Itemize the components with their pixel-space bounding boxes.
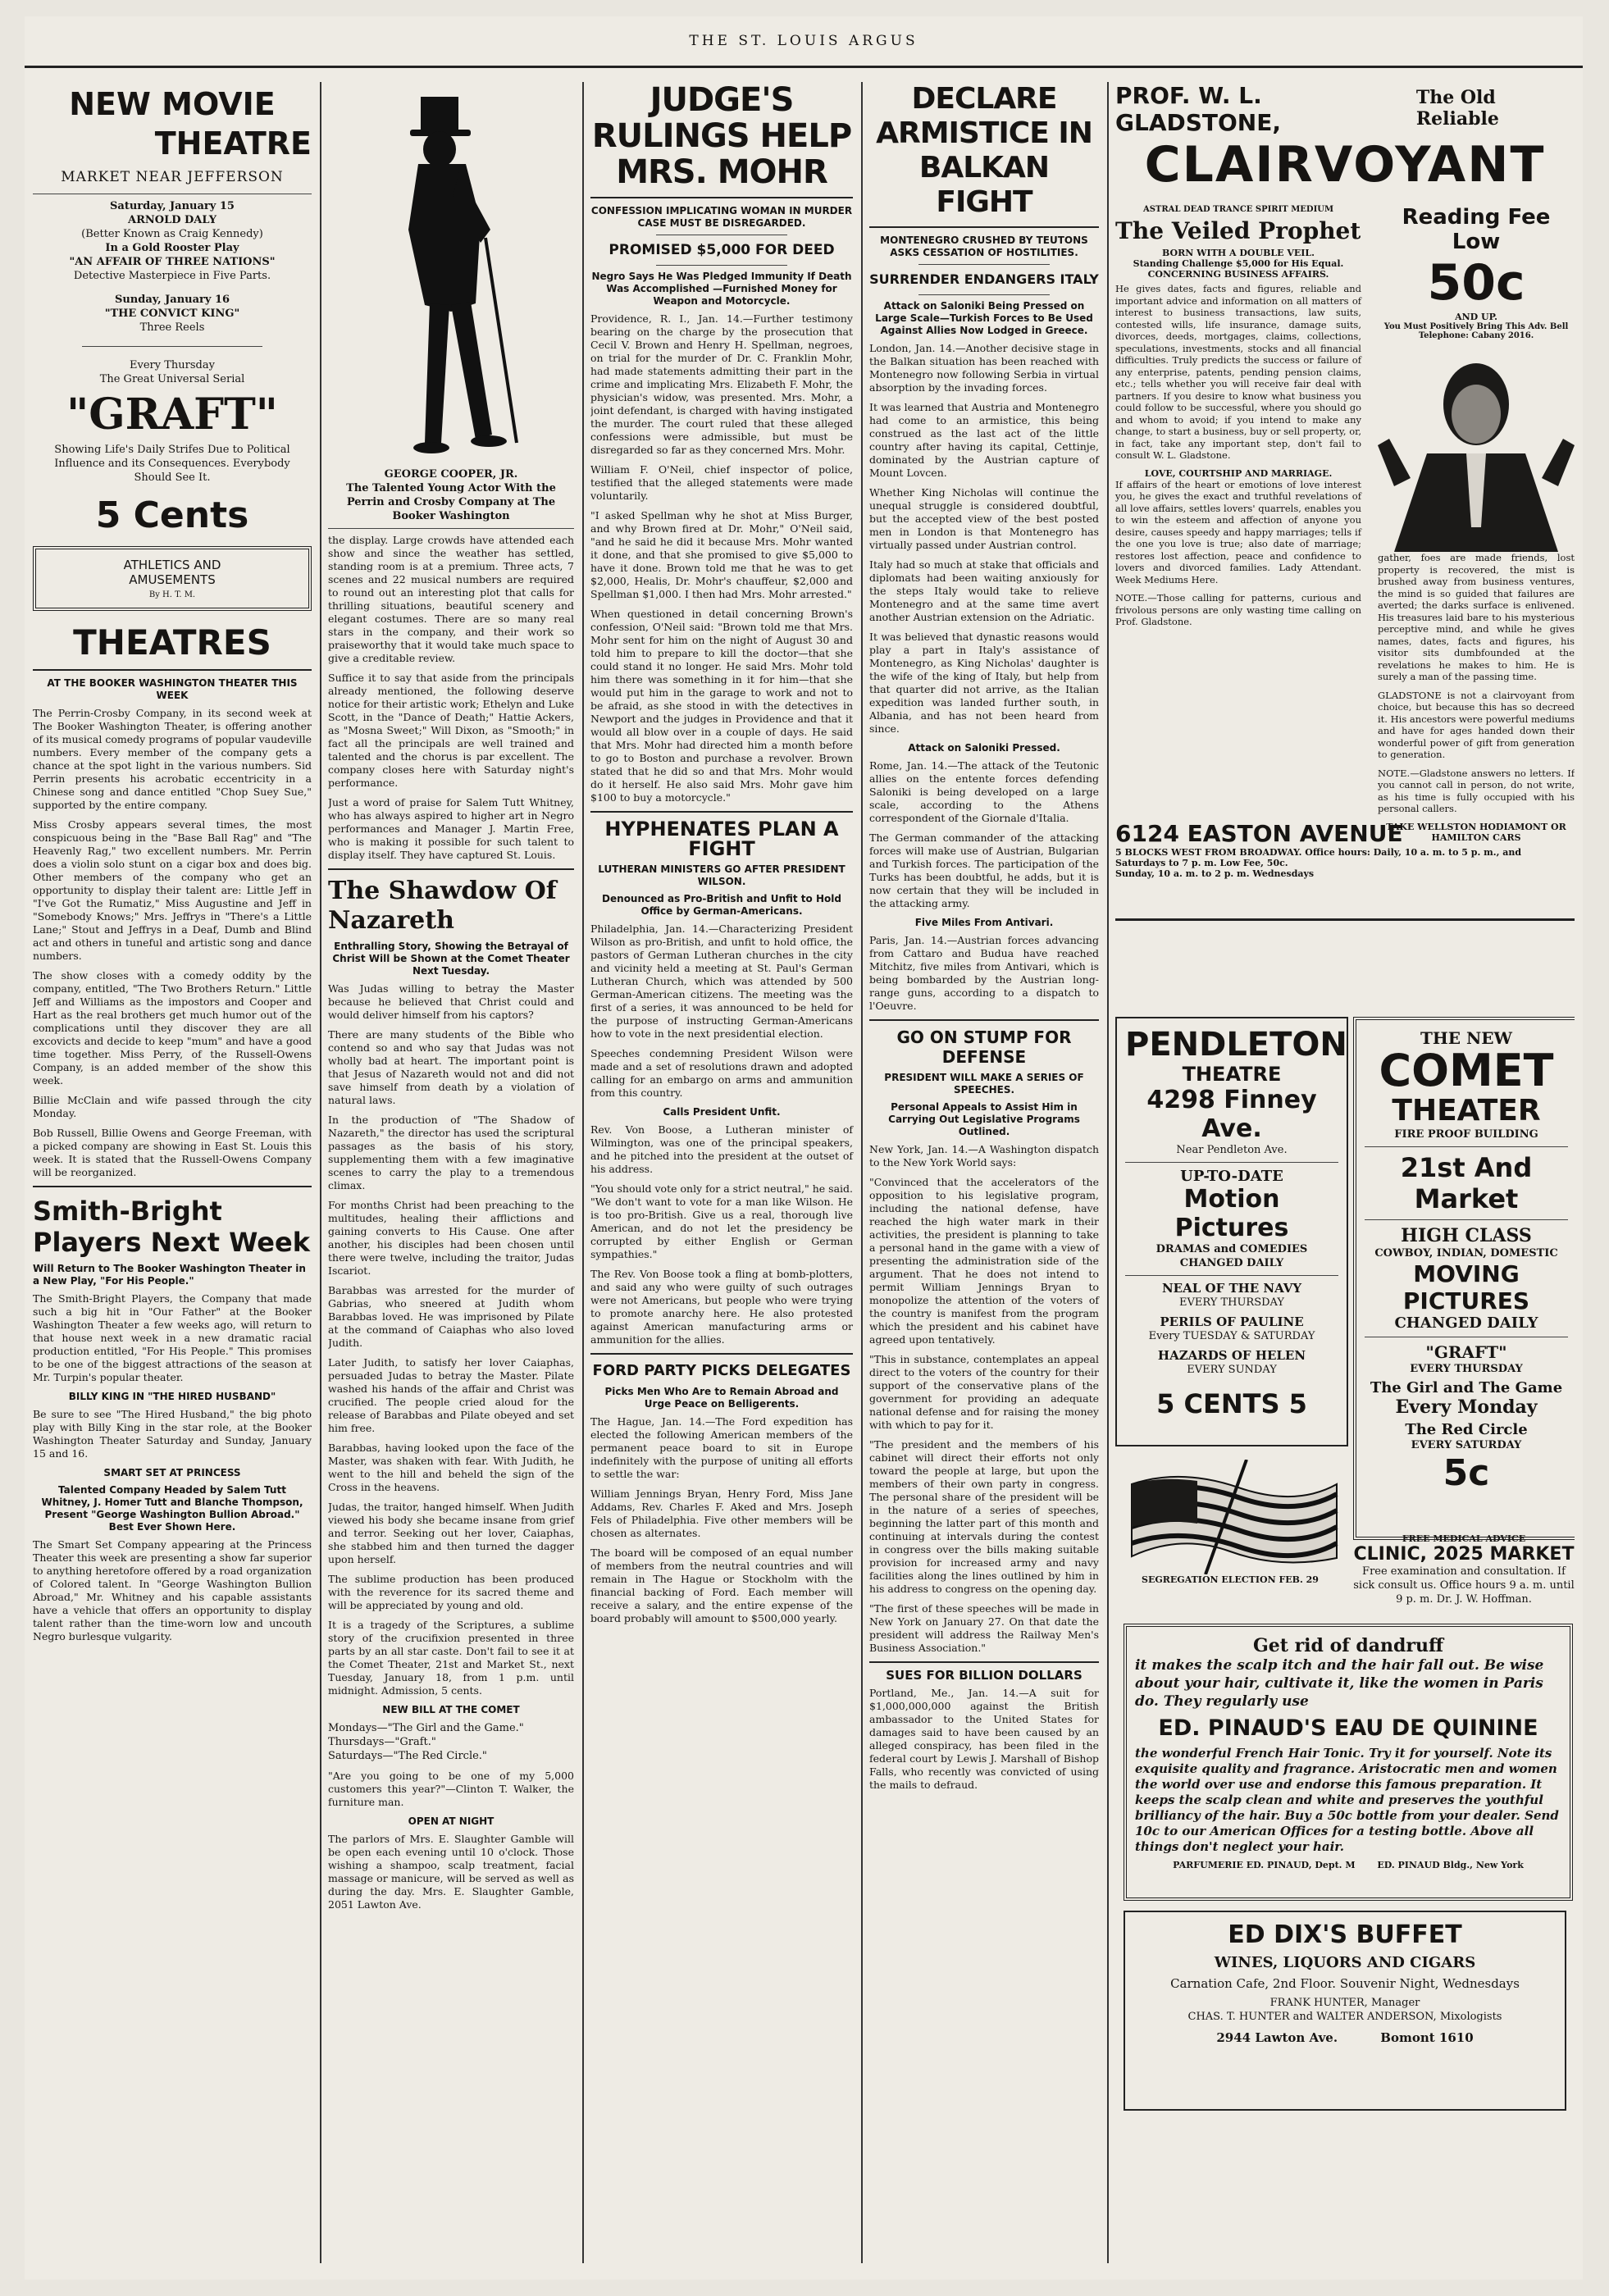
smith-bright-deck: Will Return to The Booker Washington Theater in a New Play, "For His People."	[33, 1263, 306, 1287]
veiled-prophet-title: The Veiled Prophet	[1115, 217, 1361, 244]
pendleton-title: PENDLETON	[1125, 1026, 1347, 1064]
pendleton-dramas: DRAMAS and COMEDIES CHANGED DAILY	[1155, 1243, 1308, 1269]
gladstone-portrait-illustration	[1378, 347, 1575, 552]
article-paragraph: Speeches condemning President Wilson were made and a set of resolutions drawn and adopted calling for an embargo on arms and ammunition from this country.	[590, 1047, 853, 1099]
article-paragraph: William Jennings Bryan, Henry Ford, Miss Jane Addams, Rev. Charles F. Aked and Mrs. Joseph Fels of Philadelphia. Five other members will be chosen as alternates.	[590, 1487, 853, 1539]
comet-graft-day: EVERY THURSDAY	[1410, 1363, 1523, 1375]
ed-dix-cafe: Carnation Cafe, 2nd Floor. Souvenir Night, Wednesdays	[1170, 1976, 1520, 1991]
mohr-deck-1: CONFESSION IMPLICATING WOMAN IN MURDER CASE MUST BE DISREGARDED.	[590, 205, 853, 229]
open-at-night-heading: OPEN AT NIGHT	[408, 1815, 495, 1827]
sunday-date: Sunday, January 16	[114, 294, 230, 306]
gladstone-sunday: Sunday, 10 a. m. to 2 p. m. Wednesdays	[1115, 868, 1315, 879]
shadow-of-nazareth-deck: Enthralling Story, Showing the Betrayal of Christ Will be Shown at the Comet Theater Next Tuesday.	[332, 941, 570, 977]
ford-party-deck: Picks Men Who Are to Remain Abroad and Urge Peace on Belligerents.	[604, 1386, 839, 1410]
photo-caption-text: The Talented Young Actor With the Perrin and Crosby Company at The Booker Washington	[346, 482, 556, 522]
article-paragraph: Billie McClain and wife passed through the city Monday.	[33, 1094, 312, 1119]
athletics-line-1: ATHLETICS AND	[123, 558, 221, 572]
article-paragraph: Bob Russell, Billie Owens and George Freeman, with a picked company are showing in East St. Louis this week. It is stated that the Russell-Owens Company will be reorganized.	[33, 1127, 312, 1178]
hyphenates-subhead: Calls President Unfit.	[663, 1106, 781, 1118]
article-paragraph: The Hague, Jan. 14.—The Ford expedition has elected the following American members of the permanent peace board to sit in Europe indefinitely with the purpose of uniting all efforts to settle the war:	[590, 1415, 853, 1480]
article-paragraph: Was Judas willing to betray the Master because he believed that Christ could and would deliver himself from his captors?	[328, 982, 574, 1021]
article-paragraph: "Convinced that the accelerators of the opposition to his legislative program, including the national defense, have reached the high water mark in their activities, the president is planning to take a personal hand in the game with a view of presenting the administration side of the argument. That he does not intend to permit William Jennings Bryan to monopolize the attention of the voters of the country is manifest from the program which the president and his cabinet have agreed upon tentatively.	[869, 1176, 1099, 1346]
balkan-headline: DECLARE ARMISTICE IN BALKAN FIGHT	[876, 82, 1092, 219]
gladstone-name: PROF. W. L. GLADSTONE,	[1115, 82, 1282, 136]
gladstone-paragraph: If affairs of the heart or emotions of love interest you, he gives the exact and truthful revelations of all love affairs, settles lovers' quarrels, enables you to win the esteem and affection of anyone you desire, causes speedy and happy marriages; tells if the one you love is true; also date of marriage; restores lost affection, peace and confidence to lovers and divorced families. Lady Attendant. Week Mediums Here.	[1115, 478, 1361, 585]
pendleton-neal-day: EVERY THURSDAY	[1179, 1296, 1284, 1309]
pendleton-neal: NEAL OF THE NAVY	[1161, 1281, 1302, 1296]
article-paragraph: "You should vote only for a strict neutral," he said. "We don't want to vote for a man like Wilson. He is too pro-British. Give us a real, thorough live American, and do not let the presidency be corrupted by either English or German sympathies."	[590, 1182, 853, 1260]
column-1	[33, 82, 321, 2263]
comet-new-label: THE NEW	[1420, 1028, 1512, 1048]
ford-party-headline: FORD PARTY PICKS DELEGATES	[592, 1362, 851, 1379]
ed-dix-ad	[1124, 1911, 1566, 2111]
medium-label: ASTRAL DEAD TRANCE SPIRIT MEDIUM	[1142, 205, 1334, 214]
hyphenates-deck-2: Denounced as Pro-British and Unfit to Hold Office by German-Americans.	[602, 893, 841, 917]
balkan-deck-3: Attack on Saloniki Being Pressed on Large Scale—Turkish Forces to Be Used Against Allies Now Lodged in Greece.	[875, 300, 1093, 336]
graft-title: "GRAFT"	[66, 390, 278, 440]
article-paragraph: the display. Large crowds have attended each show and since the weather has settled, standing room is at a premium. Three acts, 7 scenes and 22 musical numbers are required to round out an interesting plot that calls for thrilling situations, beautiful scenery and elegant costumes. There are so many real stars in the company, and their work so praiseworthy that it would take much space to give a creditable review.	[328, 534, 574, 664]
ed-dix-subtitle: WINES, LIQUORS AND CIGARS	[1214, 1954, 1476, 1971]
comet-price: 5c	[1443, 1452, 1490, 1494]
newspaper-page	[25, 16, 1583, 2280]
movie-location: MARKET NEAR JEFFERSON	[61, 169, 284, 185]
article-paragraph: It was believed that dynastic reasons would play a part in Italy's assistance of Montenegro, as King Nicholas' daughter is the wife of the king of Italy, but help from that quarter did not arrive, as the Italian expedition was landed further south, in Albania, and has not been heard from since.	[869, 631, 1099, 735]
article-paragraph: Miss Crosby appears several times, the most conspicuous being in the "Base Ball Rag" and "The Heavenly Rag," two excellent numbers. Mr. Perrin does a violin solo stunt on a cigar box and does big. Other members of the company who get an opportunity to display their talent are: Little Jeff in "I've Got the Rumatiz," Miss Augustine and Jeff in "Somebody Knows;" Mrs. Jeffrys in "There's a Little Lane;" Stout and Jeffrys in a Deaf, Dumb and Blind act and others in tuneful and artistic song and dance numbers.	[33, 818, 312, 962]
pendleton-price: 5 CENTS 5	[1156, 1388, 1307, 1419]
article-paragraph: Later Judith, to satisfy her lover Caiaphas, persuaded Judas to betray the Master. Pilate washed his hands of the affair and Christ was crucified. The people cried aloud for the release of Barabbas and Pilate obeyed and set him free.	[328, 1356, 574, 1434]
saturday-play-intro: In a Gold Rooster Play	[105, 242, 239, 254]
dandruff-heading: Get rid of dandruff	[1252, 1635, 1444, 1656]
article-paragraph: Paris, Jan. 14.—Austrian forces advancing from Cattaro and Budua have reached Mitchitz, five miles from Antivari, which is being bombarded by the Austrian long-range guns, according to a dispatch to l'Oeuvre.	[869, 934, 1099, 1012]
comet-title: COMET	[1379, 1045, 1554, 1096]
gladstone-hours: 5 BLOCKS WEST FROM BROADWAY. Office hours: Daily, 10 a. m. to 5 p. m., and Saturdays to 7 p. m. Low Fee, 50c.	[1115, 847, 1522, 868]
comet-bill-line: Thursdays—"Graft."	[328, 1736, 436, 1748]
article-paragraph: Barabbas was arrested for the murder of Gabrias, who sneered at Judith whom Barabbas loved. He was imprisoned by Pilate at the command of Caiaphas who also loved Judith.	[328, 1284, 574, 1349]
article-paragraph: Just a word of praise for Salem Tutt Whitney, who has always aspired to higher art in Negro performances and Manager J. Martin Free, who is making it possible for such talent to display itself. They have captured St. Louis.	[328, 796, 574, 861]
walker-quote: "Are you going to be one of my 5,000 customers this year?"—Clinton T. Walker, the furniture man.	[328, 1770, 574, 1808]
article-paragraph: It is a tragedy of the Scriptures, a sublime story of the crucifixion presented in three parts by an all star caste. Don't fail to see it at the Comet Theater, 21st and Market St., next Tuesday, January 18, from 1 p.m. until midnight. Admission, 5 cents.	[328, 1619, 574, 1697]
thursday-serial: The Great Universal Serial	[99, 373, 245, 385]
billy-king-heading: BILLY KING IN "THE HIRED HUSBAND"	[68, 1391, 276, 1402]
comet-changed: CHANGED DAILY	[1394, 1314, 1538, 1332]
old-reliable-label: The Old Reliable	[1415, 87, 1499, 130]
article-paragraph: New York, Jan. 14.—A Washington dispatch to the New York World says:	[869, 1143, 1099, 1168]
article-paragraph: Italy had so much at stake that officials and diplomats had been waiting anxiously for the steps Italy would take to relieve Montenegro and at the same time avert another Austrian extension on the Adriatic.	[869, 558, 1099, 623]
column-2	[328, 82, 584, 2263]
flag-caption: SEGREGATION ELECTION FEB. 29	[1142, 1574, 1319, 1585]
article-paragraph: Judas, the traitor, hanged himself. When Judith viewed his body she became insane from grief and terror. Seeking out her lover, Caiaphas, she stabbed him and then turned the dagger upon herself.	[328, 1501, 574, 1565]
pendleton-theatre-ad	[1115, 1017, 1348, 1446]
mohr-deck-2: PROMISED $5,000 FOR DEED	[609, 242, 835, 258]
comet-girl: The Girl and The Game	[1370, 1379, 1563, 1396]
thursday-label: Every Thursday	[130, 359, 215, 371]
balkan-deck-1: MONTENEGRO CRUSHED BY TEUTONS ASKS CESSATION OF HOSTILITIES.	[880, 235, 1088, 258]
cars-label: TAKE WELLSTON HODIAMONT OR HAMILTON CARS	[1386, 821, 1566, 843]
article-paragraph: Be sure to see "The Hired Husband," the big photo play with Billy King in the star role, at the Booker Washington Theater Saturday and Sunday, January 15 and 16.	[33, 1408, 312, 1460]
article-paragraph: There are many students of the Bible who contend so and who say that Judas was not wholly bad at heart. The important point is that Jesus of Nazareth would not and did not save himself from death by a violation of natural laws.	[328, 1028, 574, 1106]
saturday-star: ARNOLD DALY	[128, 214, 217, 226]
gladstone-ad	[1115, 82, 1575, 921]
article-paragraph: Rome, Jan. 14.—The attack of the Teutonic allies on the entente forces defending Saloniki is being developed on a large scale, according to the Athens correspondent of the Giornale d'Italia.	[869, 759, 1099, 824]
theatres-heading: THEATRES	[73, 622, 271, 663]
stump-deck-2: Personal Appeals to Assist Him in Carrying Out Legislative Programs Outlined.	[888, 1101, 1080, 1137]
comet-graft: "GRAFT"	[1425, 1342, 1507, 1362]
love-heading: LOVE, COURTSHIP AND MARRIAGE.	[1144, 467, 1333, 479]
article-paragraph: The Perrin-Crosby Company, in its second week at The Booker Washington Theater, is offering another of its musical comedy programs of popular vaudeville numbers. Every member of the company gets a chance at the spot light in the various numbers. Sid Perrin presents his acrobatic eccentricity in a Chinese song and dance entitled "Chop Suey Sue," supported by the entire company.	[33, 707, 312, 811]
stump-headline: GO ON STUMP FOR DEFENSE	[896, 1027, 1072, 1067]
actor-silhouette-illustration	[328, 82, 574, 467]
gladstone-note: NOTE.—Those calling for patterns, curious and frivolous persons are only wasting time calling on Prof. Gladstone.	[1115, 592, 1361, 627]
column-4	[869, 82, 1109, 2263]
balkan-deck-2: SURRENDER ENDANGERS ITALY	[869, 271, 1099, 287]
clinic-info: Free examination and consultation. If sick consult us. Office hours 9 a. m. until 9 p. m. Dr. J. W. Hoffman.	[1353, 1565, 1575, 1606]
article-paragraph: The Smith-Bright Players, the Company that made such a big hit in "Our Father" at the Booker Washington Theater a few weeks ago, will return to that house next week in a new dramatic racial production entitled, "For His People." This promises to be one of the biggest attractions of the season at Mr. Turpin's popular theater.	[33, 1292, 312, 1383]
double-veil-label: BORN WITH A DOUBLE VEIL.	[1162, 248, 1315, 258]
graft-description: Showing Life's Daily Strifes Due to Political Influence and its Consequences. Everybody Should See It.	[54, 444, 290, 484]
article-paragraph: When questioned in detail concerning Brown's confession, O'Neil said: "Brown told me that Mrs. Mohr sent for him on the night of August 30 and told him to prepare to kill the doctor—that she could stand it no longer. He said Mrs. Mohr told him there was something in it for him—that she would put him in the garage to work and not to be afraid, as she stood in with the detectives in Newport and the judges in Providence and that it would all blow over in a couple of days. He said that Mrs. Mohr had directed him a month before to go to Boston and purchase a revolver. Brown stated that he did so and that Mrs. Mohr would do it herself. He also said Mrs. Mohr gave him $100 to buy a motorcycle."	[590, 608, 853, 804]
mohr-deck-3: Negro Says He Was Pledged Immunity If Death Was Accomplished —Furnished Money for Weapon and Motorcycle.	[591, 271, 852, 307]
movie-theatre-title-2: THEATRE	[154, 125, 312, 162]
pendleton-address: 4298 Finney Ave.	[1146, 1086, 1317, 1143]
gladstone-paragraph: GLADSTONE is not a clairvoyant from choice, but because this has so decreed it. His ancestors were powerful mediums and have for ages handed down their wonderful power of gift from generation to generation.	[1378, 689, 1575, 760]
sunday-reels: Three Reels	[139, 321, 205, 334]
comet-bill-line: Mondays—"The Girl and the Game."	[328, 1722, 524, 1734]
article-paragraph: Suffice it to say that aside from the principals already mentioned, the following deserve notice for their artistic work; Ethelyn and Luke Scott, in the "Dance of Death;" Hattie Ackers, as "Mosna Sweet;" Will Dixon, as "Smooth;" in fact all the principals are well trained and talented and the chorus is par excellent. The company closes here with Saturday night's performance.	[328, 672, 574, 789]
pendleton-theatre-label: THEATRE	[1182, 1063, 1282, 1086]
challenge-label: Standing Challenge $5,000 for His Equal. CONCERNING BUSINESS AFFAIRS.	[1133, 258, 1344, 280]
sunday-play: "THE CONVICT KING"	[104, 308, 240, 320]
clinic-address: CLINIC, 2025 MARKET	[1353, 1544, 1575, 1565]
article-paragraph: The German commander of the attacking forces will make use of Austrian, Bulgarian and Turkish forces. The participation of the Turks has been doubtful, he adds, but it is now certain that they will be included in the attacking army.	[869, 831, 1099, 909]
column-5	[1115, 82, 1575, 2263]
article-paragraph: "This in substance, contemplates an appeal direct to the voters of the country for their support of the conservative plans of the government for providing an adequate national defense and for raising the money with which to pay for it.	[869, 1353, 1099, 1431]
and-up-label: AND UP.	[1455, 312, 1497, 322]
article-paragraph: The show closes with a comedy oddity by the company, entitled, "The Two Brothers Return." Little Jeff and Williams as the impostors and Cooper and Hart as the real brothers get much humor out of the complications until they discover they are all excovicts and decide to keep "mum" and have a good time together. Miss Perry, of the Russell-Owens Company, is an added member of the show this week.	[33, 969, 312, 1086]
pendleton-motion: Motion Pictures	[1174, 1185, 1289, 1242]
american-flag-illustration	[1115, 1460, 1345, 1574]
comet-red-day: EVERY SATURDAY	[1411, 1439, 1522, 1451]
comet-fireproof: FIRE PROOF BUILDING	[1394, 1128, 1538, 1141]
pendleton-helen: HAZARDS OF HELEN	[1157, 1348, 1306, 1363]
flag-cartoon	[1115, 1460, 1345, 1591]
pendleton-helen-day: EVERY SUNDAY	[1187, 1364, 1277, 1376]
hyphenates-deck-1: LUTHERAN MINISTERS GO AFTER PRESIDENT WILSON.	[598, 863, 846, 887]
article-paragraph: The board will be composed of an equal number of members from the neutral countries and will remain in The Hague or Stockholm with the financial backing of Ford. Each member will receive a salary, and the entire expense of the board probably will amount to $500,000 yearly.	[590, 1547, 853, 1624]
article-paragraph: London, Jan. 14.—Another decisive stage in the Balkan situation has been reached with Montenegro now following Serbia in virtual absorption by the invading forces.	[869, 342, 1099, 394]
stump-deck-1: PRESIDENT WILL MAKE A SERIES OF SPEECHES.	[884, 1072, 1084, 1096]
shadow-of-nazareth-heading: The Shawdow Of Nazareth	[328, 877, 557, 935]
pendleton-pauline-day: Every TUESDAY & SATURDAY	[1148, 1330, 1315, 1342]
article-paragraph: Philadelphia, Jan. 14.—Characterizing President Wilson as pro-British, and unfit to hold office, the pastors of German Lutheran churches in the city and vicinity held a meeting at St. Paul's German Lutheran Church, which was attended by 500 German-American citizens. The meeting was the first of a series, it was announced to be held for the purpose of instructing German-Americans how to vote in the next presidential election.	[590, 922, 853, 1040]
article-paragraph: The Smart Set Company appearing at the Princess Theater this week are presenting a show far superior to anything heretofore offered by a road organization of Colored talent. In "George Washington Bullion Abroad," Mr. Whitney and his capable assistants have a vehicle that offers an opportunity to display talent rather than the time-worn low and uncouth Negro burlesque vulgarity.	[33, 1538, 312, 1642]
saloniki-subhead: Attack on Saloniki Pressed.	[908, 742, 1060, 754]
comet-bill-line: Saturdays—"The Red Circle."	[328, 1750, 487, 1762]
booker-washington-heading: AT THE BOOKER WASHINGTON THEATER THIS WEEK	[47, 677, 298, 701]
hyphenates-headline: HYPHENATES PLAN A FIGHT	[604, 818, 839, 860]
pendleton-near: Near Pendleton Ave.	[1176, 1144, 1288, 1156]
antivari-subhead: Five Miles From Antivari.	[914, 917, 1054, 928]
ed-dix-address: 2944 Lawton Ave. Bomont 1610	[1216, 2030, 1474, 2045]
article-paragraph: Whether King Nicholas will continue the unequal struggle is considered doubtful, but the accepted view of the best posted men in London is that Montenegro has virtually passed under Austrian control.	[869, 486, 1099, 551]
article-paragraph: Providence, R. I., Jan. 14.—Further testimony bearing on the charge by the prosecution that Cecil V. Brown and Henry H. Spellman, negroes, on trial for the murder of Dr. C. Franklin Mohr, had made statements admitting their part in the crime and implicating Mrs. Elizabeth F. Mohr, the physician's widow, was presented. Mrs. Mohr, a joint defendant, is charged with having instigated the murder. The court ruled that these alleged confessions were admissible, but must be disregarded so far as they concerned Mrs. Mohr.	[590, 312, 853, 456]
masthead: THE ST. LOUIS ARGUS	[25, 16, 1583, 68]
ed-dix-title: ED DIX'S BUFFET	[1228, 1920, 1462, 1949]
pinaud-body: the wonderful French Hair Tonic. Try it for yourself. Note its exquisite quality and fragrance. Aristocratic men and women the world over use and endorse this famous preparation. It keeps the scalp clean and white and preserves the youthful brilliancy of the hair. Buy a 50c bottle from your dealer. Send 10c to our American Offices for a testing bottle. Above all things don't neglect your hair.	[1135, 1746, 1559, 1854]
article-paragraph: The sublime production has been produced with the reverence for its sacred theme and will be appreciated by young and old.	[328, 1573, 574, 1611]
pendleton-uptodate: UP-TO-DATE	[1180, 1168, 1283, 1185]
column-3	[590, 82, 863, 2263]
clinic-ad	[1353, 1533, 1575, 1606]
gladstone-address: 6124 EASTON AVENUE	[1115, 820, 1403, 847]
article-paragraph: Rev. Von Boose, a Lutheran minister of Wilmington, was one of the principal speakers, and he pitched into the president at the outset of his address.	[590, 1123, 853, 1175]
pinaud-footer: PARFUMERIE ED. PINAUD, Dept. M ED. PINAUD Bldg., New York	[1173, 1860, 1524, 1870]
comet-high-class: HIGH CLASS	[1401, 1225, 1532, 1246]
movie-theatre-title-1: NEW MOVIE	[69, 86, 276, 122]
comet-address: 21st And Market	[1400, 1152, 1533, 1214]
pinaud-product: ED. PINAUD'S EAU DE QUININE	[1158, 1715, 1538, 1741]
article-paragraph: In the production of "The Shadow of Nazareth," the director has used the scriptural passages as the basis of his story, supplementing them with a few imaginative scenes to carry the play to a tremendous climax.	[328, 1114, 574, 1191]
comet-theater-ad	[1353, 1017, 1575, 1540]
bring-adv-label: You Must Positively Bring This Adv. Bell Telephone: Cabany 2016.	[1383, 322, 1569, 340]
comet-red: The Red Circle	[1405, 1421, 1528, 1438]
comet-moving: MOVING PICTURES	[1402, 1260, 1530, 1314]
saturday-play: "AN AFFAIR OF THREE NATIONS"	[69, 256, 276, 268]
sues-headline: SUES FOR BILLION DOLLARS	[886, 1668, 1083, 1683]
pinaud-ad	[1124, 1624, 1573, 1901]
reading-fee-label: Reading Fee Low	[1402, 205, 1551, 254]
gladstone-paragraph: He gives dates, facts and figures, reliable and important advice and information on all matters of interest to business transactions, law suits, contested wills, life insurance, damage suits, divorces, deeds, mortgages, claims, collections, speculations, investments, stocks and all financial difficulties. Truly predicts the success or failure of any enterprise, patents, pending pension claims, etc.; tells whether you will receive fair deal with partners. If you desire to know what business you could follow to be successful, where you should go and whom to avoid; if you intend to make any change, to start a business, buy or sell property, or, in fact, take any important step, don't fail to consult W. L. Gladstone.	[1115, 283, 1362, 461]
article-paragraph: Barabbas, having looked upon the face of the Master, was shaken with fear. With Judith, he went to the hill and beheld the sign of the Cross in the heavens.	[328, 1442, 574, 1493]
price-label: 5 Cents	[95, 494, 249, 536]
saturday-date: Saturday, January 15	[110, 200, 235, 212]
gladstone-paragraph: gather, foes are made friends, lost property is recovered, the mist is brushed away from business ventures, the mind is so guided that failures are averted; the darks surface is enlivened. His treasures laid bare to his mysterious perceptive mind, and while he gives names, dates, facts and figures, his visitor sits dumbfounded at the revelations he makes to him. He is surely a man of the passing time.	[1378, 552, 1575, 682]
comet-girl-day: Every Monday	[1395, 1396, 1538, 1418]
pinaud-intro: it makes the scalp itch and the hair fall out. Be wise about your hair, cultivate it, like the women in Paris do. They regularly use	[1135, 1657, 1544, 1710]
comet-theater-label: THEATER	[1392, 1094, 1541, 1128]
article-paragraph: It was learned that Austria and Montenegro had come to an armistice, this being construed as the last act of the little country after having its capital, Cettinje, dominated by the Austrian capture of Mount Lovcen.	[869, 401, 1099, 479]
saturday-play-desc: Detective Masterpiece in Five Parts.	[73, 270, 271, 282]
smart-set-deck: Talented Company Headed by Salem Tutt Whitney, J. Homer Tutt and Blanche Thompson, Present "George Washington Bullion Abroad." Best Ever Shown Here.	[41, 1484, 303, 1533]
article-paragraph: Portland, Me., Jan. 14.—A suit for $1,000,000,000 against the British ambassador to the United States for damages said to have been caused by an alleged conspiracy, has been filed in the federal court by Lewis J. Marshall of Bishop Falls, who recently was convicted of using the mails to defraud.	[869, 1687, 1099, 1791]
athletics-byline: By H. T. M.	[148, 590, 196, 599]
article-paragraph: The parlors of Mrs. E. Slaughter Gamble will be open each evening until 10 o'clock. Those wishing a shampoo, scalp treatment, facial massage or manicure, will be served as well as during the day. Mrs. E. Slaughter Gamble, 2051 Lawton Ave.	[328, 1833, 574, 1911]
clairvoyant-heading: CLAIRVOYANT	[1144, 136, 1546, 194]
comet-bill-heading: NEW BILL AT THE COMET	[382, 1704, 520, 1715]
photo-caption-name: GEORGE COOPER, JR.	[384, 468, 518, 481]
mohr-headline: JUDGE'S RULINGS HELP MRS. MOHR	[591, 82, 852, 191]
article-paragraph: For months Christ had been preaching to the multitudes, healing their afflictions and gaining converts to His Cause. One after another, his disciples had been chosen until there were twelve, including the traitor, Judas Iscariot.	[328, 1199, 574, 1277]
article-paragraph: "The first of these speeches will be made in New York on January 27. On that date the president will address the Railway Men's Business Association."	[869, 1602, 1099, 1654]
athletics-box	[33, 546, 312, 611]
pendleton-pauline: PERILS OF PAULINE	[1160, 1314, 1304, 1329]
saturday-star-note: (Better Known as Craig Kennedy)	[81, 228, 263, 240]
article-paragraph: "I asked Spellman why he shot at Miss Burger, and why Brown fired at Dr. Mohr," O'Neil said, "and he said he did it because Mrs. Mohr wanted it done, and that she promised to give $5,000 to have it done. Brown told me that he was to get $2,000, Healis, Dr. Mohr's chauffeur, $2,000 and Spellman $1,000. I then had Mrs. Mohr arrested."	[590, 509, 853, 600]
smith-bright-heading: Smith-Bright Players Next Week	[33, 1196, 310, 1258]
article-paragraph: William F. O'Neil, chief inspector of police, testified that the alleged statements were made voluntarily.	[590, 463, 853, 502]
ed-dix-mixologists: CHAS. T. HUNTER and WALTER ANDERSON, Mixologists	[1187, 2011, 1502, 2023]
article-paragraph: "The president and the members of his cabinet will direct their efforts not only toward the people at large, but upon the members of their own party in congress. The personal share of the president will be in the nature of a series of speeches, beginning the latter part of this month and continuing at intervals during the contest in congress over the bills making suitable provision for increased army and navy facilities along the lines outlined by him in his address to congress on the opening day.	[869, 1438, 1099, 1595]
gladstone-note: NOTE.—Gladstone answers no letters. If you cannot call in person, do not write, as his time is fully occupied with his personal callers.	[1378, 767, 1575, 814]
clinic-free: FREE MEDICAL ADVICE	[1402, 1533, 1526, 1544]
ed-dix-manager: FRANK HUNTER, Manager	[1269, 1997, 1420, 2009]
fee-amount: 50c	[1427, 254, 1525, 312]
article-paragraph: The Rev. Von Boose took a fling at bomb-plotters, and said any who were guilty of such outrages were not Americans, but people who were trying to promote anarchy here. He also protested against American manufacturing arms or ammunition for the allies.	[590, 1268, 853, 1346]
athletics-line-2: AMUSEMENTS	[129, 572, 216, 587]
smart-set-heading: SMART SET AT PRINCESS	[103, 1467, 241, 1478]
comet-kinds: COWBOY, INDIAN, DOMESTIC	[1374, 1247, 1558, 1260]
